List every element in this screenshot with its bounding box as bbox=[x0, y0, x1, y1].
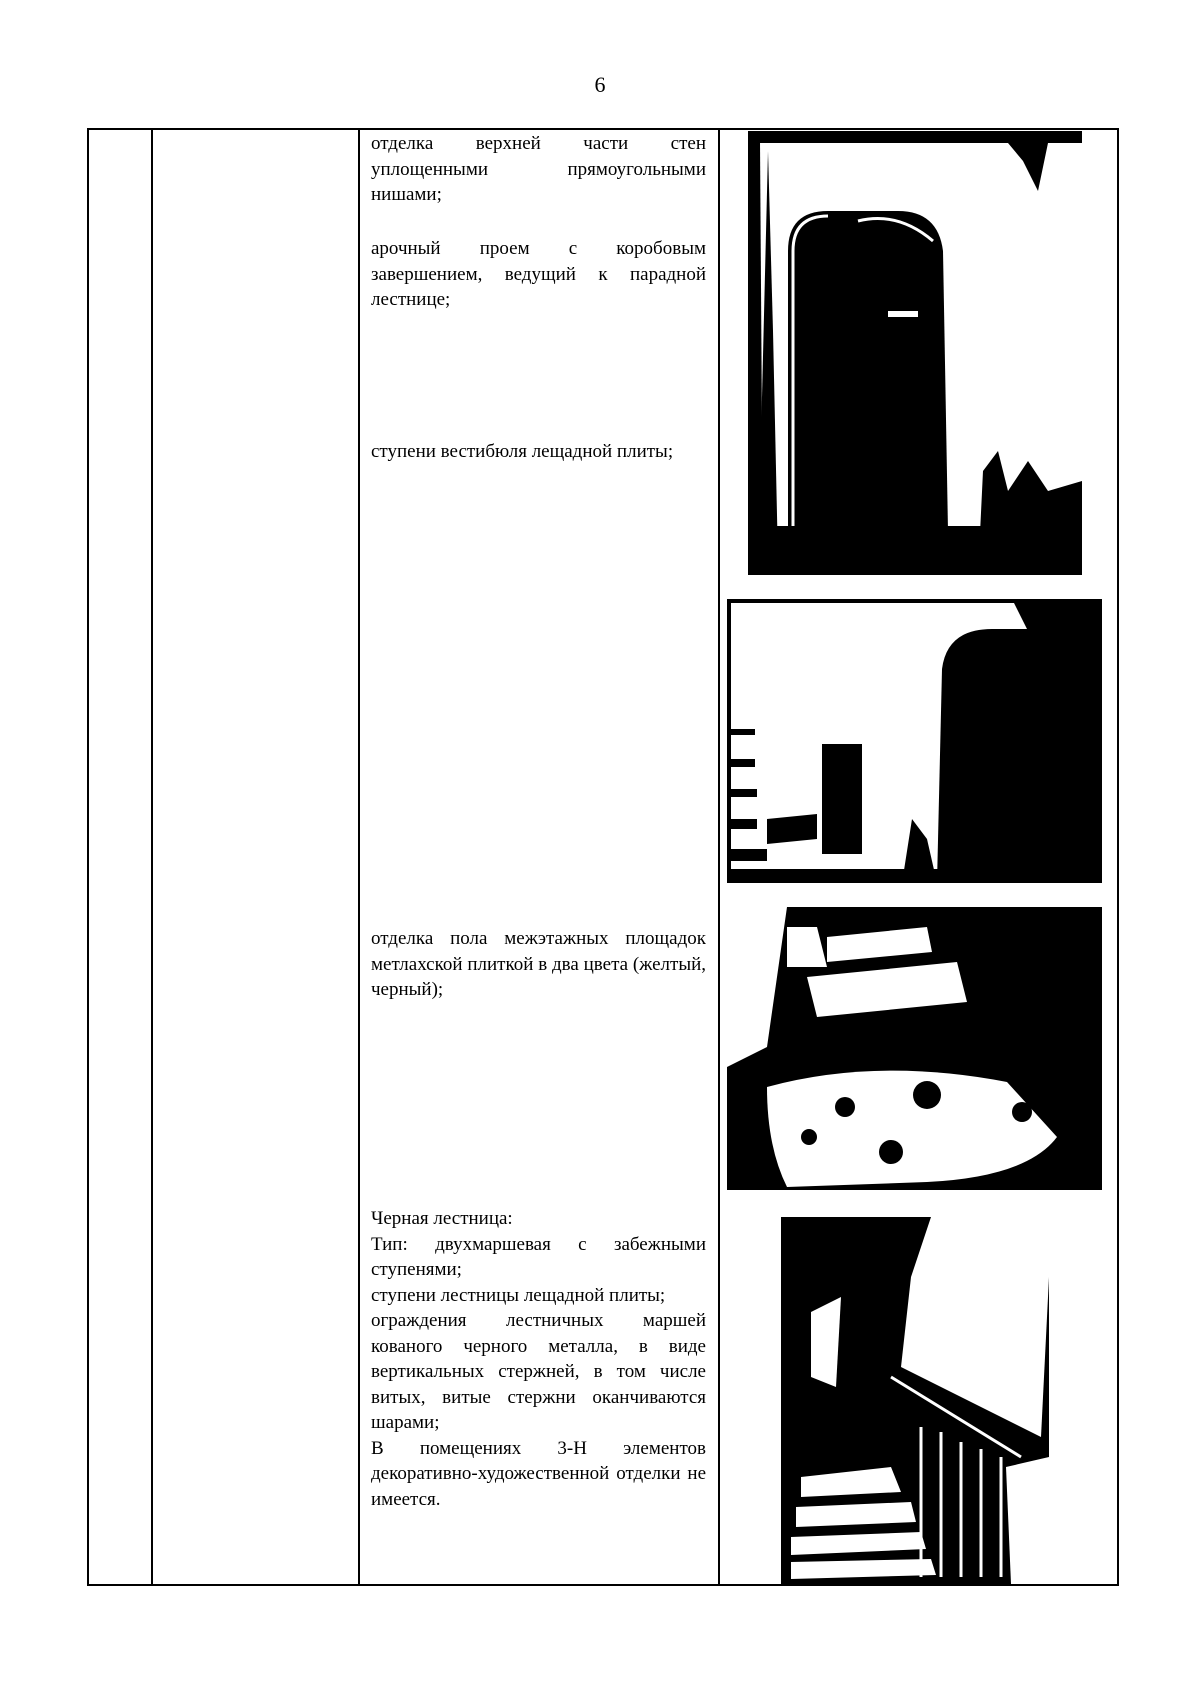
black-stair-steps: ступени лестницы лещадной плиты; bbox=[371, 1284, 666, 1306]
page-number: 6 bbox=[594, 72, 606, 97]
black-stair-type: Тип: двухмаршевая с забежными ступенями; bbox=[371, 1233, 706, 1280]
table-col-divider-2 bbox=[358, 128, 360, 1585]
black-stair-railings: ограждения лестничных маршей кованого черного металла, в виде вертикальных стержней, в том числе витых, витые стержни оканчиваются шарами; bbox=[371, 1310, 706, 1433]
black-stair-block bbox=[371, 1206, 706, 1512]
vestibule-steps-text: ступени вестибюля лещадной плиты; bbox=[371, 441, 674, 462]
black-staircase-photo bbox=[781, 1217, 1049, 1584]
black-stair-heading: Черная лестница: bbox=[371, 1208, 513, 1229]
table-col-divider-1 bbox=[151, 128, 153, 1585]
floor-finish-text: отделка пола межэтажных площадок метлахской плиткой в два цвета (желтый, черный); bbox=[371, 928, 706, 1000]
table-border-right bbox=[1117, 128, 1119, 1585]
table-top-border bbox=[87, 128, 1119, 130]
black-stair-note: В помещениях 3-Н элементов декоративно-художественной отделки не имеется. bbox=[371, 1437, 706, 1510]
arch-opening-text: арочный проем с коробовым завершением, ведущий к парадной лестнице; bbox=[371, 238, 706, 310]
table-border-left bbox=[87, 128, 89, 1585]
vestibule-corridor-photo bbox=[727, 599, 1102, 883]
upper-walls-text: отделка верхней части стен уплощенными прямоугольными нишами; bbox=[371, 133, 706, 205]
table-col-divider-3 bbox=[718, 128, 720, 1585]
table-bottom-border bbox=[87, 1584, 1119, 1586]
arched-doorway-photo bbox=[748, 131, 1082, 575]
tiled-landing-floor-photo bbox=[727, 907, 1102, 1190]
